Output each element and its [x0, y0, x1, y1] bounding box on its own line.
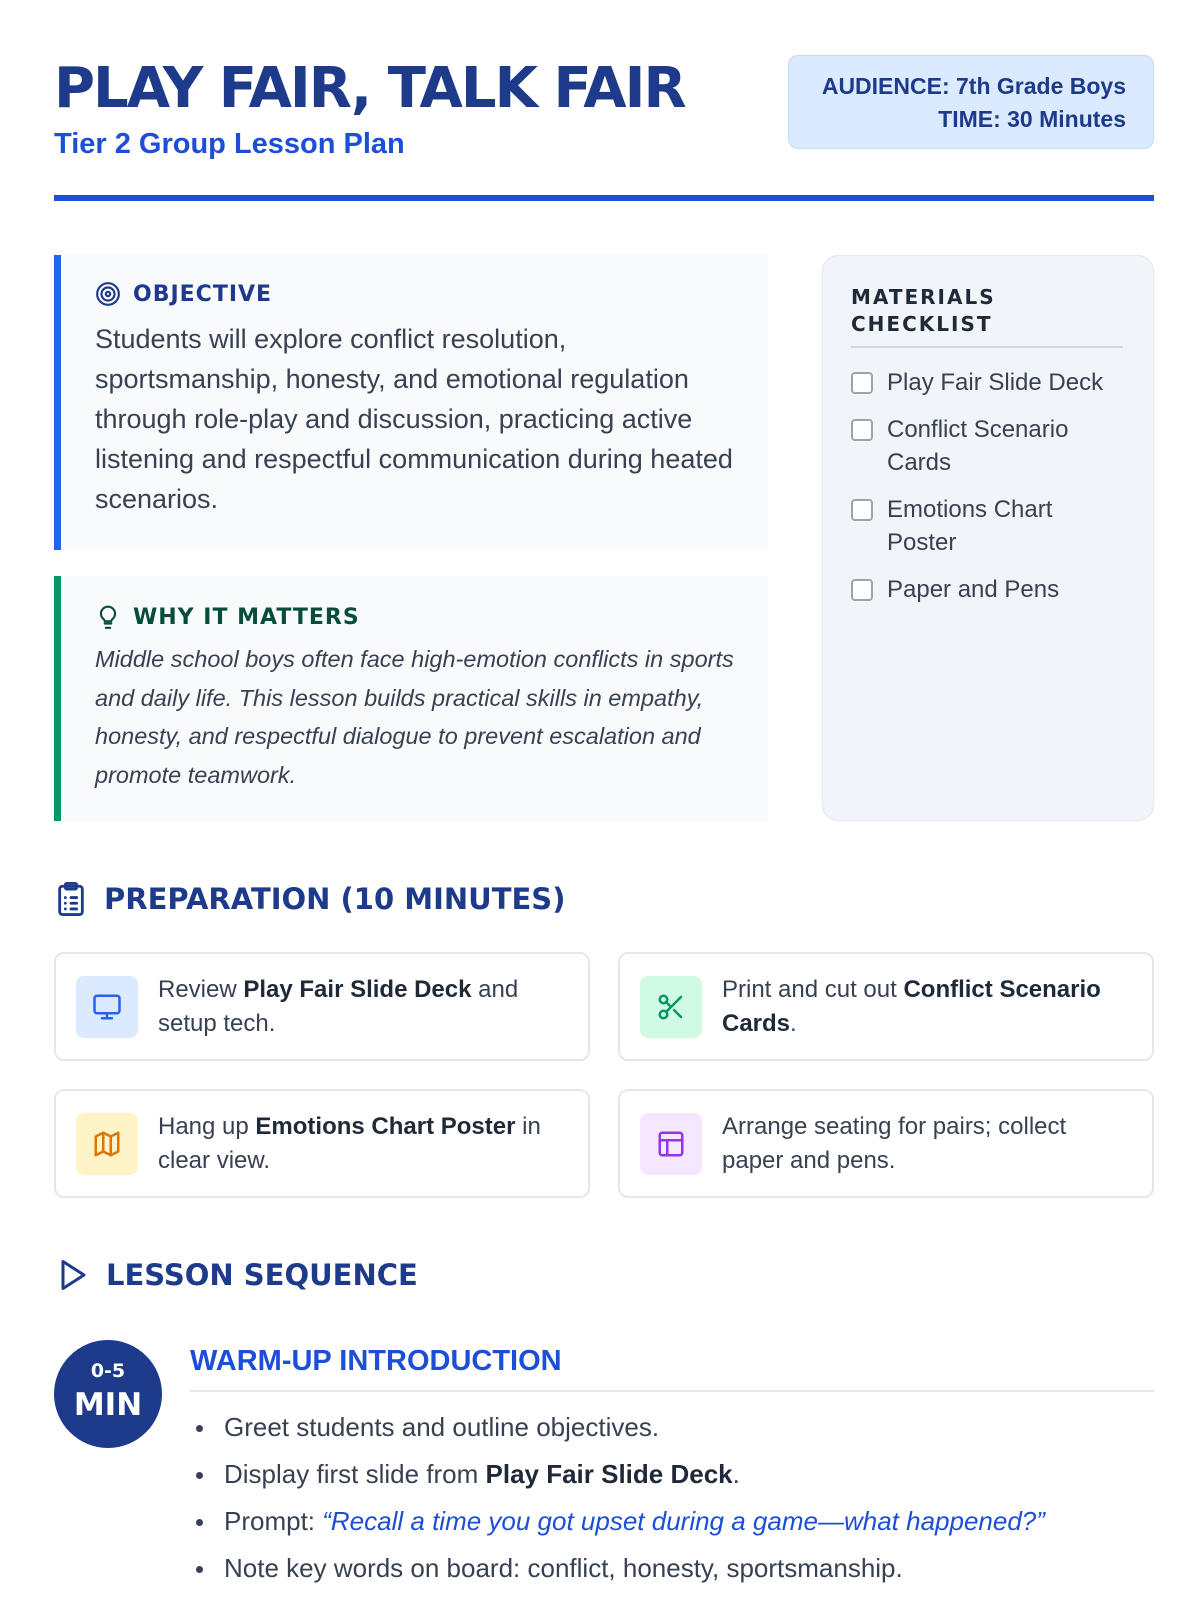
- page-subtitle: Tier 2 Group Lesson Plan: [54, 128, 405, 160]
- materials-list: [851, 366, 1125, 606]
- checkbox[interactable]: [851, 372, 873, 394]
- materials-item-label: Emotions Chart Poster: [887, 496, 1053, 556]
- audience-time-box: [788, 55, 1154, 149]
- objective-heading-label: OBJECTIVE: [133, 281, 273, 307]
- lesson-sequence-heading-label: LESSON SEQUENCE: [106, 1258, 418, 1292]
- scissors-icon: [640, 976, 702, 1038]
- audience-label: AUDIENCE: 7th Grade Boys: [821, 73, 1126, 99]
- materials-item: [851, 493, 1125, 559]
- header: [54, 52, 1154, 202]
- step-body: [190, 1345, 1154, 1592]
- list-item: Prompt: “Recall a time you got upset during a game—what happened?”: [190, 1498, 1154, 1545]
- monitor-icon: [76, 976, 138, 1038]
- lightbulb-icon: [95, 604, 121, 630]
- materials-item-label: Play Fair Slide Deck: [887, 369, 1104, 396]
- list-item: Greet students and outline objectives.: [190, 1404, 1154, 1451]
- layout-icon: [640, 1113, 702, 1175]
- step-time-badge: [54, 1340, 162, 1448]
- list-item: Display first slide from Play Fair Slide Deck.: [190, 1451, 1154, 1498]
- time-label: TIME: 30 Minutes: [938, 106, 1126, 132]
- map-icon: [76, 1113, 138, 1175]
- prep-card: [618, 1089, 1154, 1198]
- step-unit: MIN: [73, 1387, 143, 1423]
- checkbox[interactable]: [851, 419, 873, 441]
- why-it-matters-card: [54, 576, 768, 821]
- list-item: Note key words on board: conflict, honesty, sportsmanship.: [190, 1545, 1154, 1592]
- preparation-heading-label: PREPARATION (10 MINUTES): [104, 882, 566, 916]
- materials-title: MATERIALS CHECKLIST: [851, 284, 1123, 348]
- materials-item: [851, 413, 1125, 479]
- prep-card: [618, 952, 1154, 1061]
- clipboard-icon: [54, 880, 88, 918]
- prompt-quote: “Recall a time you got upset during a game—what happened?”: [322, 1506, 1045, 1536]
- page-title: PLAY FAIR, TALK FAIR: [54, 56, 685, 121]
- objective-text: Students will explore conflict resolution, sportsmanship, honesty, and emotional regulation through role-play and discussion, practicing active listening and respectful communication during heated scenarios.: [95, 324, 733, 514]
- why-heading-label: WHY IT MATTERS: [133, 604, 360, 630]
- checkbox[interactable]: [851, 499, 873, 521]
- objective-card: [54, 255, 768, 550]
- prep-text: Arrange seating for pairs; collect paper and pens.: [722, 1112, 1067, 1174]
- materials-item-label: Conflict Scenario Cards: [887, 416, 1069, 476]
- step-title: WARM-UP INTRODUCTION: [190, 1345, 1154, 1392]
- preparation-heading: [54, 880, 565, 918]
- prep-text: Review Play Fair Slide Deck and setup tech.: [158, 975, 519, 1037]
- materials-item-label: Paper and Pens: [887, 576, 1060, 603]
- checkbox[interactable]: [851, 579, 873, 601]
- materials-checklist: [822, 255, 1154, 821]
- step-range: 0-5: [90, 1360, 126, 1382]
- prep-card: [54, 952, 590, 1061]
- step-list: [190, 1404, 1154, 1592]
- materials-item: [851, 366, 1125, 399]
- why-text: Middle school boys often face high-emotion conflicts in sports and daily life. This lesson builds practical skills in empathy, honesty, and respectful dialogue to prevent escalation and promote teamwork.: [95, 646, 734, 788]
- lesson-sequence-heading: [54, 1256, 418, 1294]
- prep-text: Print and cut out Conflict Scenario Cards.: [722, 975, 1101, 1037]
- materials-item: [851, 573, 1125, 606]
- prep-card: [54, 1089, 590, 1198]
- header-divider: [54, 195, 1154, 201]
- lesson-plan-page: [54, 0, 1154, 1600]
- objective-heading: [95, 281, 738, 307]
- play-icon: [54, 1256, 90, 1294]
- prep-text: Hang up Emotions Chart Poster in clear view.: [158, 1112, 541, 1174]
- why-heading: [95, 604, 738, 630]
- target-icon: [95, 281, 121, 307]
